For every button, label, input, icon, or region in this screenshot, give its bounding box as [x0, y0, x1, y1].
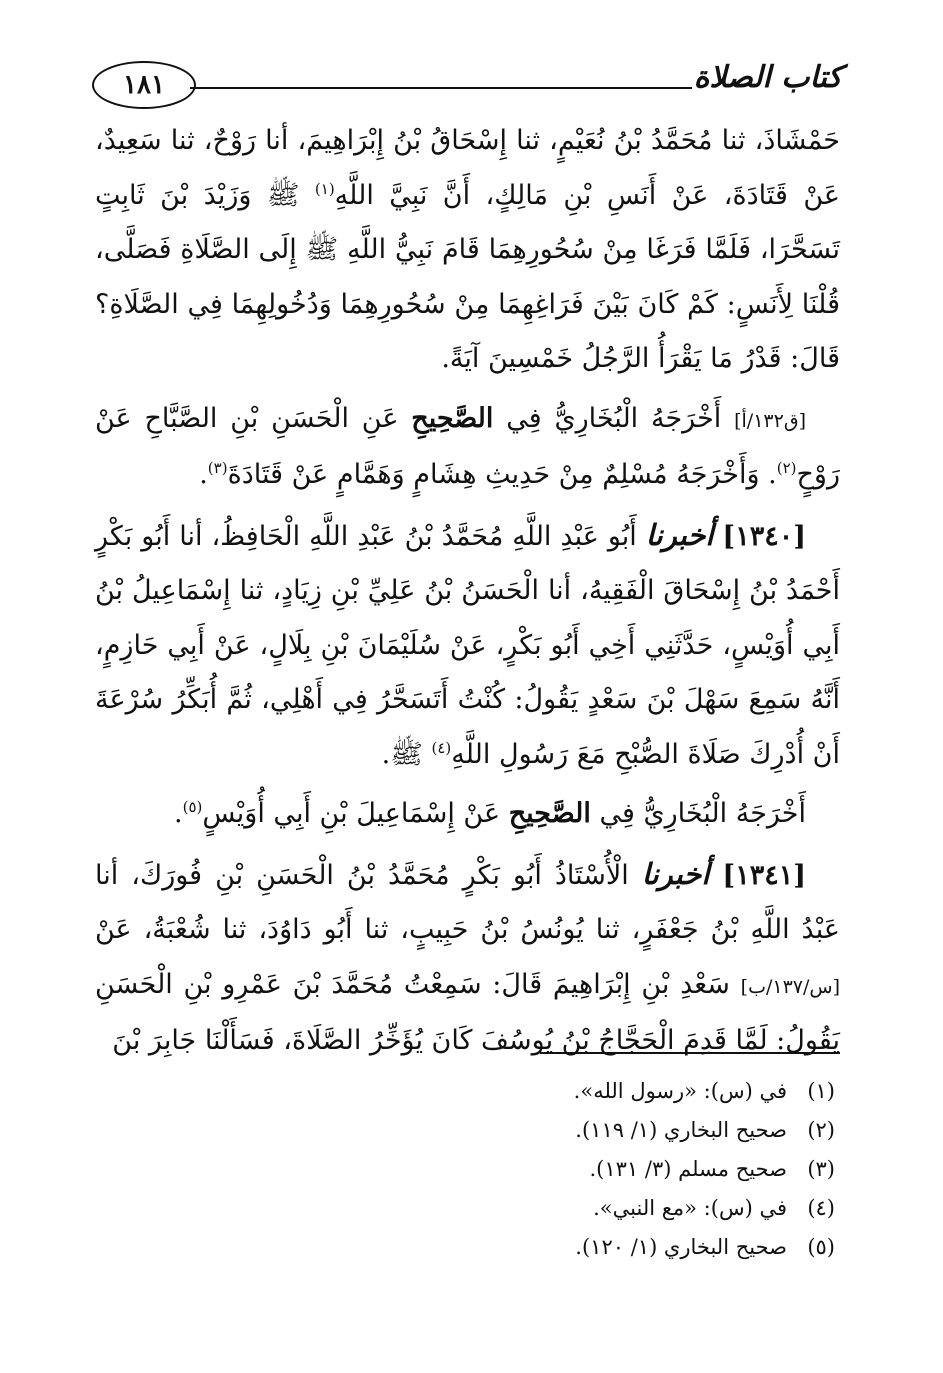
footnote [415, 1111, 835, 1150]
paragraph-text: . [174, 798, 183, 829]
paragraph-text: أَخْرَجَهُ الْبُخَارِيُّ فِي [599, 798, 806, 829]
paragraph-takhrij [95, 787, 840, 842]
paragraph-hadith-continuation [95, 114, 840, 387]
page-number-oval [92, 61, 196, 109]
paragraph-text: ﷺ وَزَيْدَ بْنَ ثَابِتٍ تَسَحَّرَا، فَلَمَّا فَرَغَا مِنْ سُحُورِهِمَا قَامَ نَبِيُّ اللَّهِ ﷺ إِلَى الصَّلَاةِ فَصَلَّى، قُلْنَا لِأَنَسٍ: كَمْ كَانَ بَيْنَ فَرَاغِهِمَا مِنْ سُحُورِهِمَا وَدُخُولِهِمَا فِي الصَّلَاةِ؟ قَالَ: قَدْرُ مَا يَقْرَأُ الرَّجُلُ خَمْسِينَ آيَةً. [95, 179, 840, 374]
footnote-ref: (٥) [182, 798, 203, 816]
footnote [415, 1072, 835, 1111]
paragraph-text: عَنْ إِسْمَاعِيلَ بْنِ أَبِي أُوَيْسٍ [202, 798, 501, 829]
paragraph-text: ﷺ. [381, 738, 423, 770]
manuscript-marker: [ق١٣٢/أ] [734, 409, 806, 432]
footnote-ref: (١) [314, 179, 335, 198]
paragraph-text: . [199, 459, 208, 490]
footnote [415, 1150, 835, 1189]
paragraph-takhrij [95, 392, 840, 503]
footnote-text: صحيح البخاري (١/ ١١٩). [575, 1118, 787, 1142]
footnote-ref: (٣) [207, 459, 228, 477]
footnote-ref: (٤) [431, 738, 452, 757]
hadith-number: [١٣٤٠] [722, 520, 806, 552]
paragraph-text: سَعْدِ بْنِ إِبْرَاهِيمَ قَالَ: سَمِعْتُ مُحَمَّدَ بْنَ عَمْرِو بْنِ الْحَسَنِ يَقُولُ: لَمَّا قَدِمَ الْحَجَّاجُ بْنُ يُوسُفَ كَانَ يُؤَخِّرُ الصَّلَاةَ، فَسَأَلْنَا جَابِرَ بْنَ [95, 968, 840, 1056]
footnote-text: صحيح البخاري (١/ ١٢٠). [575, 1235, 787, 1259]
footnote [415, 1189, 835, 1228]
header-rule [190, 87, 692, 89]
source-title: الصَّحِيحِ [508, 798, 591, 829]
main-text [95, 114, 840, 1074]
paragraph-text: عَنِ الْحَسَنِ بْنِ الصَّبَّاحِ عَنْ رَوْحٍ [95, 402, 840, 490]
footnote-ref: (٢) [776, 459, 797, 477]
footnotes [415, 1072, 835, 1267]
paragraph-text: حَمْشَاذَ، ثنا مُحَمَّدُ بْنُ نُعَيْمٍ، ثنا إِسْحَاقُ بْنُ إِبْرَاهِيمَ، أنا رَوْحٌ، ثنا سَعِيدٌ، عَنْ قَتَادَةَ، عَنْ أَنَسِ بْنِ مَالِكٍ، أَنَّ نَبِيَّ اللَّهِ [95, 125, 840, 211]
footnote-text: صحيح مسلم (٣/ ١٣١). [589, 1157, 787, 1181]
book-title: كتاب الصلاة [693, 60, 842, 95]
footnote-number: (١) [807, 1079, 835, 1103]
footnote-text: في (س): «مع النبي». [593, 1196, 787, 1220]
paragraph-hadith-1340 [95, 508, 840, 783]
paragraph-text: أَخْرَجَهُ الْبُخَارِيُّ فِي [506, 402, 722, 434]
akhbarana-keyword: أخبرنا [645, 517, 714, 552]
paragraph-hadith-1341 [95, 847, 840, 1069]
footnote-text: في (س): «رسول الله». [573, 1079, 787, 1103]
footnote-separator [540, 1052, 840, 1054]
paragraph-text: . وَأَخْرَجَهُ مُسْلِمٌ مِنْ حَدِيثِ هِشَامٍ وَهَمَّامٍ عَنْ قَتَادَةَ [227, 459, 777, 490]
page-number: ١٨١ [123, 70, 165, 100]
footnote-number: (٣) [807, 1157, 835, 1181]
footnote-number: (٤) [807, 1196, 835, 1220]
manuscript-marker: [س/١٣٧/ب] [740, 975, 840, 998]
paragraph-text: أَبُو عَبْدِ اللَّهِ مُحَمَّدُ بْنُ عَبْدِ اللَّهِ الْحَافِظُ، أنا أَبُو بَكْرٍ أَحْمَدُ بْنُ إِسْحَاقَ الْفَقِيهُ، أنا الْحَسَنُ بْنُ عَلِيِّ بْنِ زِيَادٍ، ثنا إِسْمَاعِيلُ بْنُ أَبِي أُوَيْسٍ، حَدَّثَنِي أَخِي أَبُو بَكْرٍ، عَنْ سُلَيْمَانَ بْنِ بِلَالٍ، عَنْ أَبِي حَازِمٍ، أَنَّهُ سَمِعَ سَهْلَ بْنَ سَعْدٍ يَقُولُ: كُنْتُ أَتَسَحَّرُ فِي أَهْلِي، ثُمَّ أُبَكِّرُ سُرْعَةَ أَنْ أُدْرِكَ صَلَاةَ الصُّبْحِ مَعَ رَسُولِ اللَّهِ [95, 520, 840, 770]
page-header [92, 58, 842, 108]
footnote-number: (٢) [807, 1118, 835, 1142]
akhbarana-keyword: أخبرنا [641, 856, 710, 891]
hadith-number: [١٣٤١] [722, 859, 806, 891]
source-title: الصَّحِيحِ [411, 402, 494, 434]
footnote [415, 1228, 835, 1267]
paragraph-text: الْأُسْتَاذُ أَبُو بَكْرٍ مُحَمَّدُ بْنُ الْحَسَنِ بْنِ فُورَكَ، أنا عَبْدُ اللَّهِ بْنُ جَعْفَرٍ، ثنا يُونُسُ بْنُ حَبِيبٍ، ثنا أَبُو دَاوُدَ، ثنا شُعْبَةُ، عَنْ [95, 859, 840, 945]
footnote-number: (٥) [807, 1235, 835, 1259]
